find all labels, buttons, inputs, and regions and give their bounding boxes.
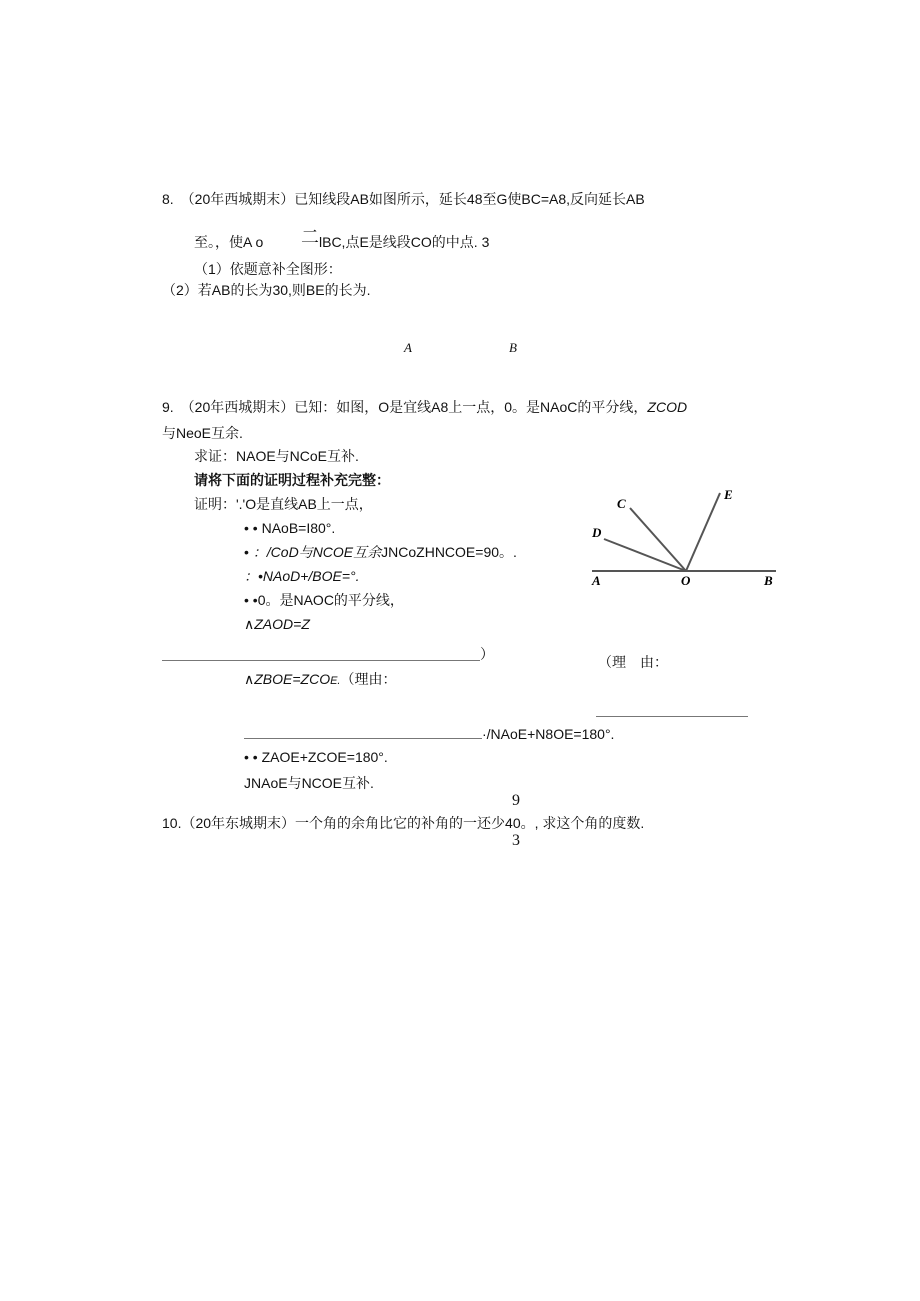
q9-proof-7: ·/NAoE+N8OE=180°. xyxy=(482,726,615,742)
q9-proof-6-e: E. xyxy=(330,675,341,687)
q9-proof-6-reason: （理由： xyxy=(340,671,397,687)
q8-part1: （1）依题意补全图形： xyxy=(194,261,342,277)
label-d: D xyxy=(592,525,602,540)
q8-point-b-label: B xyxy=(509,340,517,355)
q9-proof-8: • • ZAOE+ZCOE=180°. xyxy=(244,749,388,765)
q9-proof-3: ：•NAoD+/BOE=°. xyxy=(244,568,360,584)
q9-proof-2-text: JNCoZHNCOE=90。. xyxy=(381,544,517,560)
label-e: E xyxy=(724,487,733,502)
q9-proof-0: 证明：'.'O是直线AB上一点， xyxy=(194,496,373,512)
bullet: • xyxy=(244,544,249,560)
q8-part2: （2）若AB的长为30,则BE的长为. xyxy=(162,282,371,298)
q8-line2-start: 至。，使A o xyxy=(194,234,264,250)
q9-reason-1: （理 由： xyxy=(598,654,668,670)
ray-od xyxy=(604,539,686,571)
q9-line1-text: 9. （20年西城期末）已知：如图，O是宜线A8上一点，0。是NAoC的平分线， xyxy=(162,399,648,415)
q8-line1: 8. （20年西城期末）已知线段AB如图所示，延长48至G使BC=A8,反向延长AB xyxy=(162,191,645,207)
blank-line-2 xyxy=(596,716,748,717)
label-o: O xyxy=(681,573,691,588)
q10-fraction-bottom: 3 xyxy=(512,832,520,849)
label-a: A xyxy=(592,573,601,588)
q8-equal-sign: 二 xyxy=(301,227,319,247)
q9-line1-italic: ZCOD xyxy=(647,399,688,415)
q9-proof-2 xyxy=(244,543,517,561)
q9-proof-6 xyxy=(244,670,397,690)
q10-line: 10.（20年东城期末）一个角的余角比它的补角的一还少40。, 求这个角的度数. xyxy=(162,815,645,831)
q9-instruction: 请将下面的证明过程补充完整： xyxy=(194,472,390,488)
label-c: C xyxy=(617,496,626,511)
q9-line1 xyxy=(162,398,687,416)
ray-oc xyxy=(630,508,686,571)
label-b: B xyxy=(764,573,773,588)
ray-oe xyxy=(686,493,720,571)
angle-figure xyxy=(586,484,786,594)
q9-line2: 与NeoE互余. xyxy=(162,425,243,441)
q9-proof-1: • • NAoB=I80°. xyxy=(244,520,336,536)
q10-fraction-top: 9 xyxy=(512,792,520,809)
blank-line-1 xyxy=(162,660,480,661)
q9-proof-6-italic: ∧ZBOE=ZCO xyxy=(244,671,331,687)
q9-proof-5: ∧ZAOD=Z xyxy=(244,616,310,632)
q9-proof-2-italic: ：/CoD与NCOE互余 xyxy=(252,544,382,560)
q8-line2-end: lBC,点E是线段CO的中点. 3 xyxy=(319,234,490,250)
q9-prove: 求证：NAOE与NCoE互补. xyxy=(194,448,359,464)
q9-proof-9: JNAoE与NCOE互补. xyxy=(244,775,374,791)
q8-point-a-label: A xyxy=(404,340,412,355)
blank-line-3 xyxy=(244,738,482,739)
q9-proof-4: • •0。是NAOC的平分线， xyxy=(244,592,404,608)
q9-paren-close: ） xyxy=(480,646,494,662)
